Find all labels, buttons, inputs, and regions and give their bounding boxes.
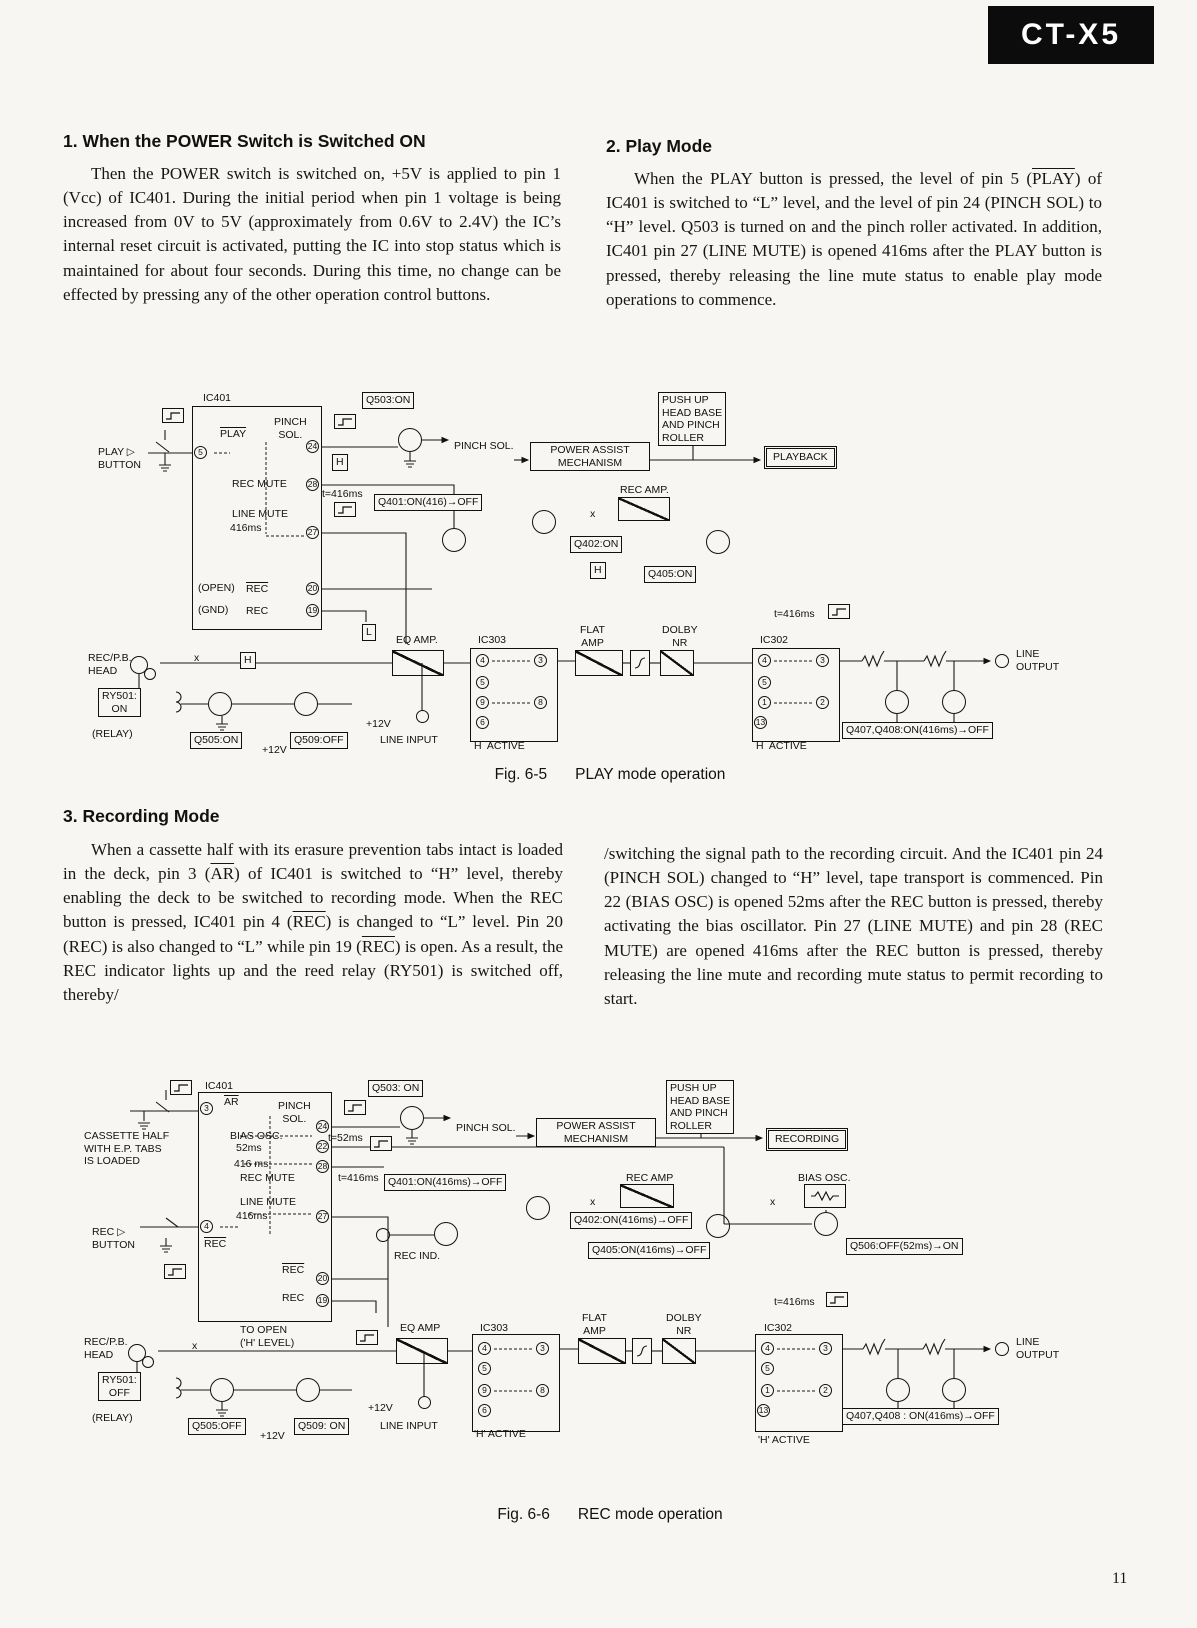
q407-q408-state: Q407,Q408 : ON(416ms)→OFF — [842, 1408, 999, 1425]
diagram-label: PINCH SOL. — [274, 416, 307, 441]
diagram-label: 2 — [819, 1384, 832, 1397]
pin-3: 3 — [200, 1102, 213, 1115]
diagram-label: 6 — [478, 1404, 491, 1417]
page-number: 11 — [1112, 1570, 1128, 1587]
overlined-signal-name: PLAY — [1032, 169, 1075, 188]
pulse-icon — [170, 1080, 192, 1095]
diagram-label: REC AMP — [626, 1172, 674, 1184]
pulse-icon — [162, 408, 184, 423]
line-output-jack — [995, 654, 1009, 668]
line-input-jack — [416, 710, 429, 723]
section-3-body-right — [604, 842, 1103, 1011]
transistor — [706, 1214, 730, 1238]
head-symbol — [142, 1356, 154, 1368]
q405-state: Q405:ON — [644, 566, 696, 583]
diagram-label: 4 — [761, 1342, 774, 1355]
diagram-label: 4 — [476, 654, 489, 667]
diagram-label: PLAY — [220, 428, 247, 440]
head-symbol — [144, 668, 156, 680]
diagram-label: 416ms — [230, 522, 262, 534]
diagram-label: 1 — [758, 696, 771, 709]
line-input-label: LINE INPUT — [380, 1420, 438, 1432]
diagram-label: FLAT AMP — [582, 1312, 607, 1337]
diagram-label: 5 — [478, 1362, 491, 1375]
q407-q408-state: Q407,Q408:ON(416ms)→OFF — [842, 722, 993, 739]
diagram-label: +12V — [260, 1430, 285, 1442]
diagram-label: 4 — [758, 654, 771, 667]
flat-amp-box — [578, 1338, 626, 1364]
pulse-icon — [344, 1100, 366, 1115]
pulse-icon — [828, 604, 850, 619]
diagram-label: DOLBY NR — [666, 1312, 702, 1337]
fig-6-6-number: Fig. 6-6 — [497, 1506, 550, 1523]
text-run: ) of IC401 is switched to “H” level, thereby enabling the deck to be switched to recording mode. When the REC button is pressed, IC401 pin 4 ( — [63, 864, 563, 932]
pulse-icon — [164, 1264, 186, 1279]
diagram-label: H ACTIVE — [756, 740, 807, 752]
diagram-label: 4 — [478, 1342, 491, 1355]
section-2-body — [606, 167, 1102, 312]
q509-state: Q509: ON — [294, 1418, 349, 1435]
diagram-label: 416ms — [236, 1210, 268, 1222]
diagram-label: x — [194, 652, 200, 664]
diagram-label: t=416ms — [322, 488, 363, 500]
rec-pb-head-label: REC/P.B. HEAD — [88, 652, 132, 677]
transistor-q509 — [294, 692, 318, 716]
diagram-label: t=416ms — [774, 1296, 815, 1308]
cassette-label: CASSETTE HALF WITH E.P. TABS IS LOADED — [84, 1130, 170, 1168]
diagram-label: TO OPEN ('H' LEVEL) — [240, 1324, 295, 1349]
diagram-label: PINCH SOL. — [456, 1122, 516, 1134]
ic303-label: IC303 — [480, 1322, 509, 1334]
diagram-label: LINE MUTE — [240, 1196, 297, 1208]
diagram-label: +12V — [366, 718, 391, 730]
text-run: When a cassette half with its erasure prevention tabs intact is loaded in the deck, pin 3 ( — [63, 840, 563, 884]
diagram-label: 416 ms — [234, 1158, 269, 1170]
diagram-label: H ACTIVE — [474, 740, 525, 752]
line-input-jack — [418, 1396, 431, 1409]
diagram-label: (OPEN) — [198, 582, 235, 594]
line-output-jack — [995, 1342, 1009, 1356]
diagram-label: 13 — [755, 717, 766, 728]
transistor-bias — [814, 1212, 838, 1236]
text-run: Then the POWER switch is switched on, +5V is applied to pin 1 (Vcc) of IC401. During the initial period when pin 1 voltage is being increased from 0V to 5V (approximately from 0.6V to 2.4V) the IC’s internal reset circuit is activated, putting the IC into stop status which is maintained for about four seconds. During this time, no change can be effected by pressing any of the other operation control buttons. — [63, 164, 561, 304]
q509-state: Q509:OFF — [290, 732, 348, 749]
rec-button-label: REC ▷ BUTTON — [92, 1226, 135, 1251]
diagram-label: 52ms — [236, 1142, 262, 1154]
diagram-label: 2 — [816, 696, 829, 709]
fig-6-5-number: Fig. 6-5 — [494, 766, 548, 783]
diagram-label: 9 — [478, 1384, 491, 1397]
q505-state: Q505:ON — [190, 732, 242, 749]
text-run: ) of IC401 is switched to “L” level, and the level of pin 24 (PINCH SOL) to “H” level. Q503 is turned on and the pinch roller activated. In addition, IC401 pin 27 (LINE MUTE) is opened 416ms after the PLAY button is pressed, thereby releasing the line mute status to enable play mode operations to commence. — [606, 169, 1102, 309]
section-3-title: 3. Recording Mode — [63, 806, 220, 826]
ic401-label: IC401 — [205, 1080, 234, 1092]
power-assist-box: POWER ASSIST MECHANISM — [530, 442, 650, 471]
pin-28: 28 — [307, 479, 318, 490]
q505-state: Q505:OFF — [188, 1418, 246, 1435]
ry501-state: RY501: OFF — [98, 1372, 141, 1401]
push-up-box: PUSH UP HEAD BASE AND PINCH ROLLER — [666, 1080, 734, 1134]
q401-state: Q401:ON(416)→OFF — [374, 494, 482, 511]
section-recording-mode — [63, 806, 463, 837]
filter-box — [630, 650, 650, 676]
transistor — [434, 1222, 458, 1246]
text-run: /switching the signal path to the recording circuit. And the IC401 pin 24 (PINCH SOL) changed to “H” level, tape transport is commenced. Pin 22 (BIAS OSC) is opened 52ms after the REC button is pressed, thereby activating the bias oscillator. Pin 27 (LINE MUTE) and pin 28 (REC MUTE) are opened 416ms after the REC button is pressed, thereby releasing the line mute and recording mute status to permit recording to start. — [604, 844, 1103, 1008]
diagram-label: REC — [246, 605, 269, 617]
diagram-label: $\overline{REC}$ — [246, 583, 269, 595]
pin-28: 28 — [317, 1161, 328, 1172]
q401-state: Q401:ON(416ms)→OFF — [384, 1174, 506, 1191]
fig-6-6-diagram — [70, 1080, 1150, 1492]
line-input-label: LINE INPUT — [380, 734, 438, 746]
ic303-label: IC303 — [478, 634, 507, 646]
diagram-label: REC — [282, 1292, 305, 1304]
section-play-mode — [606, 136, 1102, 312]
ic302-label: IC302 — [760, 634, 789, 646]
diagram-label: BIAS OSC. — [798, 1172, 851, 1184]
diagram-label: $\overline{REC}$ — [204, 1238, 227, 1250]
rec-pb-head-label: REC/P.B. HEAD — [84, 1336, 128, 1361]
section-2-title: 2. Play Mode — [606, 136, 713, 156]
overlined-signal-name: $\overline{AR}$ — [210, 864, 235, 884]
section-power-on — [63, 131, 561, 307]
pin-27: 27 — [317, 1211, 328, 1222]
line-output-label: LINE OUTPUT — [1016, 648, 1060, 673]
transistor — [526, 1196, 550, 1220]
model-badge — [988, 6, 1154, 64]
pulse-icon — [334, 414, 356, 429]
eq-amp-box — [396, 1338, 448, 1364]
diagram-label: (RELAY) — [92, 1412, 133, 1424]
pulse-icon — [356, 1330, 378, 1345]
pin-20: 20 — [307, 583, 318, 594]
pin-19: 19 — [317, 1295, 328, 1306]
section-3-right-column — [604, 842, 1103, 1011]
push-up-box: PUSH UP HEAD BASE AND PINCH ROLLER — [658, 392, 726, 446]
diagram-label: 5 — [758, 676, 771, 689]
section-1-title: 1. When the POWER Switch is Switched ON — [63, 131, 426, 151]
transistor-q503 — [398, 428, 422, 452]
pin-27: 27 — [307, 527, 318, 538]
ic401-label: IC401 — [203, 392, 232, 404]
pin-5: 5 — [194, 446, 207, 459]
diagram-label: L — [362, 624, 376, 641]
text-run: ) is open. As a result, the REC indicator lights up and the reed relay (RY501) is switched off, thereby/ — [63, 936, 564, 1004]
diagram-label: FLAT AMP — [580, 624, 605, 649]
q405-state: Q405:ON(416ms)→OFF — [588, 1242, 710, 1259]
q402-state: Q402:ON(416ms)→OFF — [570, 1212, 692, 1229]
pin-20: 20 — [317, 1273, 328, 1284]
rec-amp-box — [620, 1184, 674, 1208]
diagram-label: 5 — [761, 1362, 774, 1375]
diagram-label: t=416ms — [774, 608, 815, 620]
transistor-q509 — [296, 1378, 320, 1402]
fig-6-5-caption — [70, 766, 1150, 784]
diagram-label: PINCH SOL. — [454, 440, 514, 452]
diagram-label: 3 — [819, 1342, 832, 1355]
pin-24: 24 — [317, 1121, 328, 1132]
q503-state: Q503: ON — [368, 1080, 423, 1097]
diagram-label: H — [590, 562, 606, 579]
diagram-label: DOLBY NR — [662, 624, 698, 649]
pin-22: 22 — [317, 1141, 328, 1152]
diagram-label: x — [770, 1196, 776, 1208]
transistor-q408 — [942, 1378, 966, 1402]
diagram-label: (RELAY) — [92, 728, 133, 740]
dolby-nr-box — [662, 1338, 696, 1364]
diagram-label: x — [590, 508, 596, 520]
transistor-q407 — [885, 690, 909, 714]
q506-state: Q506:OFF(52ms)→ON — [846, 1238, 963, 1255]
diagram-label: x — [590, 1196, 596, 1208]
transistor — [442, 528, 466, 552]
fig-6-5-title: PLAY mode operation — [575, 766, 726, 783]
diagram-label: REC MUTE — [240, 1172, 295, 1184]
play-button-label: PLAY ▷ BUTTON — [98, 446, 141, 471]
pulse-icon — [826, 1292, 848, 1307]
fig-6-5-diagram — [70, 390, 1150, 764]
diagram-label: +12V — [262, 744, 287, 756]
diagram-label: 8 — [536, 1384, 549, 1397]
section-3-body-left — [63, 838, 563, 1007]
overlined-signal-name: $\overline{REC}$ — [361, 936, 395, 956]
transistor-q503 — [400, 1106, 424, 1130]
text-run: ) is changed to “L” level. Pin 20 (REC) is also changed to “L” while pin 19 ( — [63, 912, 563, 956]
diagram-label: REC MUTE — [232, 478, 287, 490]
rec-amp-box — [618, 497, 670, 521]
filter-box — [632, 1338, 652, 1364]
diagram-label: PINCH SOL. — [278, 1100, 311, 1125]
diagram-label: t=416ms — [338, 1172, 379, 1184]
bias-osc-box — [804, 1184, 846, 1208]
q402-state: Q402:ON — [570, 536, 622, 553]
diagram-label: 5 — [476, 676, 489, 689]
diagram-label: (GND) — [198, 604, 229, 616]
transistor — [532, 510, 556, 534]
dolby-nr-box — [660, 650, 694, 676]
section-3-left-column — [63, 838, 563, 1007]
diagram-label: 9 — [476, 696, 489, 709]
pulse-icon — [334, 502, 356, 517]
fig-6-6-caption — [70, 1506, 1150, 1524]
model-name: CT-X5 — [1020, 18, 1122, 51]
pin-24: 24 — [307, 441, 318, 452]
power-assist-box: POWER ASSIST MECHANISM — [536, 1118, 656, 1147]
diagram-label: REC AMP. — [620, 484, 669, 496]
pin-19: 19 — [307, 605, 318, 616]
transistor-q505 — [208, 692, 232, 716]
diagram-label: H — [332, 454, 348, 471]
diagram-label: $\overline{REC}$ — [282, 1264, 305, 1276]
overlined-signal-name: $\overline{REC}$ — [292, 912, 326, 932]
diagram-label: LINE MUTE — [232, 508, 289, 520]
pulse-icon — [370, 1136, 392, 1151]
playback-box: PLAYBACK — [764, 446, 837, 469]
diagram-label: 3 — [536, 1342, 549, 1355]
diagram-label: 'H' ACTIVE — [474, 1428, 526, 1440]
transistor — [706, 530, 730, 554]
diagram-label: H — [240, 652, 256, 669]
diagram-label: 1 — [761, 1384, 774, 1397]
section-1-body — [63, 162, 561, 307]
diagram-label: x — [192, 1340, 198, 1352]
flat-amp-box — [575, 650, 623, 676]
transistor-q407 — [886, 1378, 910, 1402]
diagram-label: 13 — [758, 1405, 769, 1416]
diagram-label: 8 — [534, 696, 547, 709]
recording-box: RECORDING — [766, 1128, 848, 1151]
diagram-label: 3 — [816, 654, 829, 667]
text-run: When the PLAY button is pressed, the level of pin 5 ( — [634, 169, 1032, 188]
diagram-label: EQ AMP — [400, 1322, 441, 1334]
ry501-state: RY501: ON — [98, 688, 141, 717]
diagram-label: +12V — [368, 1402, 393, 1414]
diagram-label: $\overline{AR}$ — [224, 1096, 239, 1108]
pin-4: 4 — [200, 1220, 213, 1233]
rec-ind-label: REC IND. — [394, 1250, 441, 1262]
diagram-label: BIAS OSC. — [230, 1130, 283, 1142]
transistor-q505 — [210, 1378, 234, 1402]
ic302-label: IC302 — [764, 1322, 793, 1334]
transistor-q408 — [942, 690, 966, 714]
diagram-label: t=52ms — [328, 1132, 363, 1144]
q503-state: Q503:ON — [362, 392, 414, 409]
diagram-label: 'H' ACTIVE — [758, 1434, 810, 1446]
diagram-label: EQ AMP. — [396, 634, 438, 646]
rec-led — [376, 1228, 390, 1242]
eq-amp-box — [392, 650, 444, 676]
line-output-label: LINE OUTPUT — [1016, 1336, 1060, 1361]
diagram-label: 6 — [476, 716, 489, 729]
diagram-label: 3 — [534, 654, 547, 667]
fig-6-6-title: REC mode operation — [577, 1506, 723, 1523]
